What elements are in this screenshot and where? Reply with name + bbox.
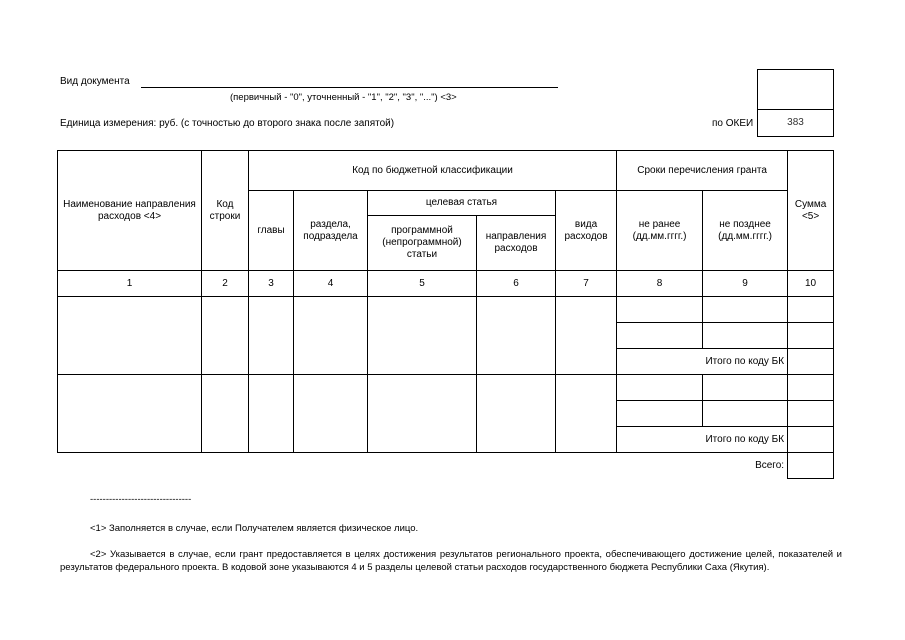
cell-kind[interactable] <box>556 297 617 375</box>
cell-sum[interactable] <box>788 401 834 427</box>
doc-type-hint: (первичный - "0", уточненный - "1", "2", "3", "...") <3> <box>230 92 457 103</box>
col-number: 2 <box>202 271 249 297</box>
unit-label: Единица измерения: руб. (с точностью до второго знака после запятой) <box>60 118 395 129</box>
cell-not-later[interactable] <box>703 375 788 401</box>
col-not-before-header: не ранее (дд.мм.гггг.) <box>617 191 703 271</box>
cell-not-before[interactable] <box>617 401 703 427</box>
table-row <box>58 375 834 401</box>
col-number: 1 <box>58 271 202 297</box>
col-not-later-header: не позднее (дд.мм.гггг.) <box>703 191 788 271</box>
cell-sum[interactable] <box>788 297 834 323</box>
footnote-1: <1> Заполняется в случае, если Получателем является физическое лицо. <box>90 523 419 534</box>
cell-program[interactable] <box>368 297 477 375</box>
col-number: 10 <box>788 271 834 297</box>
cell-section[interactable] <box>294 375 368 453</box>
cell-name[interactable] <box>58 297 202 375</box>
col-name-header: Наименование направления расходов <4> <box>58 151 202 271</box>
cell-not-later[interactable] <box>703 401 788 427</box>
cell-not-before[interactable] <box>617 323 703 349</box>
cell-chapter[interactable] <box>249 375 294 453</box>
subtotal-label: Итого по коду БК <box>617 427 788 453</box>
footnote-separator: -------------------------------- <box>90 494 192 505</box>
cell-subtotal-sum[interactable] <box>788 349 834 375</box>
cell-program[interactable] <box>368 375 477 453</box>
cell-sum[interactable] <box>788 375 834 401</box>
total-label: Всего: <box>755 459 785 471</box>
cell-name[interactable] <box>58 375 202 453</box>
okei-label: по ОКЕИ <box>712 118 754 129</box>
col-number: 7 <box>556 271 617 297</box>
cell-sum[interactable] <box>788 323 834 349</box>
col-sum-header: Сумма <5> <box>788 151 834 271</box>
col-number: 6 <box>477 271 556 297</box>
cell-direction[interactable] <box>477 375 556 453</box>
col-number: 8 <box>617 271 703 297</box>
cell-section[interactable] <box>294 297 368 375</box>
col-deadlines-header: Сроки перечисления гранта <box>617 151 788 191</box>
col-bk-header: Код по бюджетной классификации <box>249 151 617 191</box>
col-direction-header: направления расходов <box>477 216 556 271</box>
cell-subtotal-sum[interactable] <box>788 427 834 453</box>
okei-box <box>757 69 834 137</box>
okei-code: 383 <box>787 117 804 128</box>
budget-table <box>57 150 834 479</box>
col-code-header: Код строки <box>202 151 249 271</box>
cell-code[interactable] <box>202 297 249 375</box>
cell-chapter[interactable] <box>249 297 294 375</box>
col-target-header: целевая статья <box>368 191 556 216</box>
column-numbers-row <box>58 271 834 297</box>
col-kind-header: вида расходов <box>556 191 617 271</box>
doc-type-line[interactable] <box>141 87 558 88</box>
table-row <box>58 297 834 323</box>
col-chapter-header: главы <box>249 191 294 271</box>
col-section-header: раздела, подраздела <box>294 191 368 271</box>
col-number: 5 <box>368 271 477 297</box>
footnote-2: <2> Указывается в случае, если грант предоставляется в целях достижения результатов регионального проекта, обеспечивающего достижение целей, показателей и результатов федерального проекта. В кодовой зоне указываются 4 и 5 разделы целевой статьи расходов государственного бюджета Республики Саха (Якутия). <box>60 549 842 573</box>
col-number: 4 <box>294 271 368 297</box>
subtotal-label: Итого по коду БК <box>617 349 788 375</box>
total-row <box>58 453 834 479</box>
cell-total-sum[interactable] <box>788 453 834 479</box>
doc-type-label: Вид документа <box>60 76 130 87</box>
cell-not-later[interactable] <box>703 323 788 349</box>
cell-code[interactable] <box>202 375 249 453</box>
col-program-header: программной (непрограммной) статьи <box>368 216 477 271</box>
okei-doc-type-cell[interactable] <box>758 70 833 110</box>
col-number: 9 <box>703 271 788 297</box>
cell-kind[interactable] <box>556 375 617 453</box>
cell-direction[interactable] <box>477 297 556 375</box>
cell-not-before[interactable] <box>617 375 703 401</box>
cell-not-later[interactable] <box>703 297 788 323</box>
col-number: 3 <box>249 271 294 297</box>
cell-not-before[interactable] <box>617 297 703 323</box>
